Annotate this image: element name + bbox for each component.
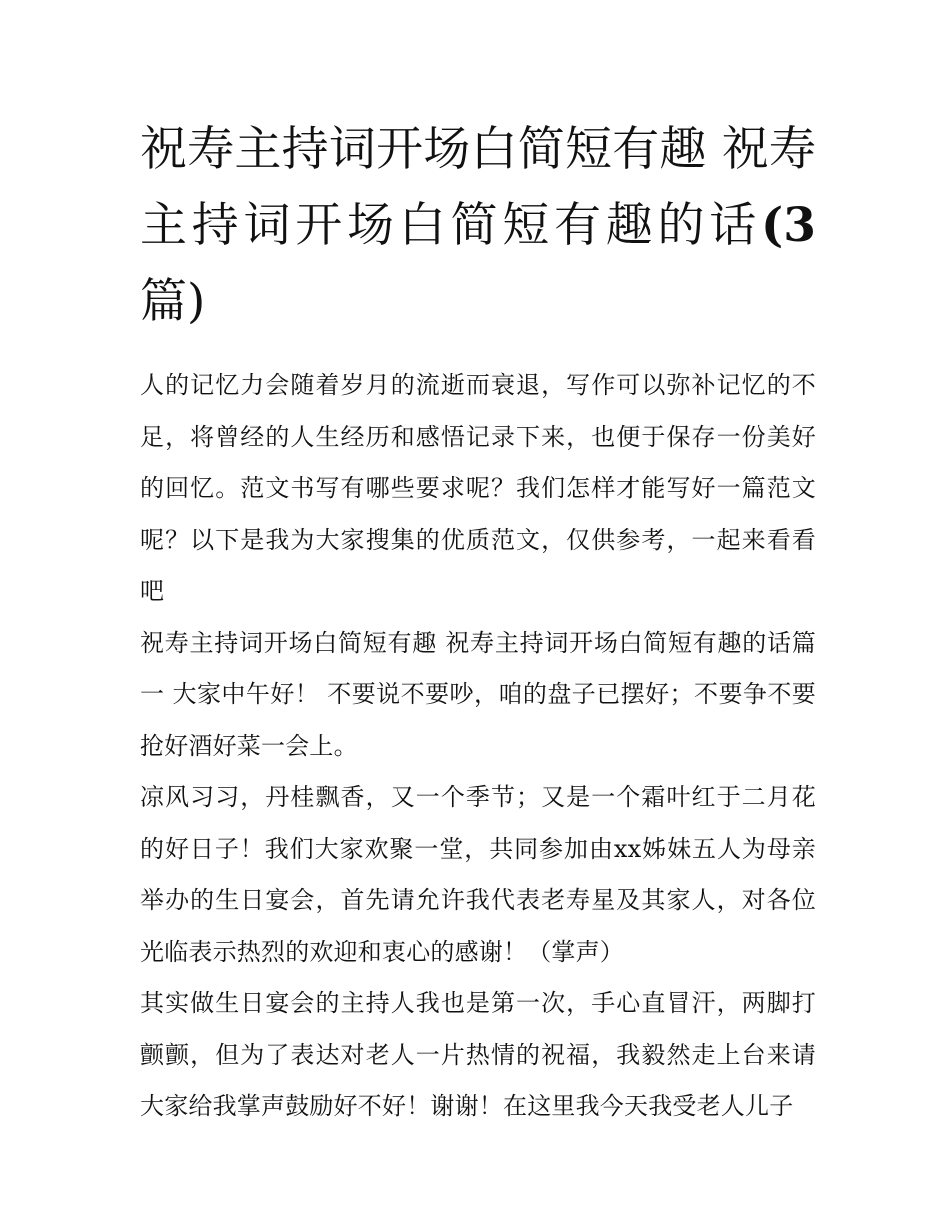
paragraph-opening: 祝寿主持词开场白简短有趣 祝寿主持词开场白简短有趣的话篇一 大家中午好！ 不要说不要吵，咱的盘子已摆好；不要争不要抢好酒好菜一会上。 (140, 628, 816, 760)
paragraph-host: 其实做生日宴会的主持人我也是第一次，手心直冒汗，两脚打颤颤，但为了表达对老人一片热情的祝福，我毅然走上台来请大家给我掌声鼓励好不好！谢谢！在这里我今天我受老人儿子 (140, 989, 816, 1120)
title-suffix: 篇) (140, 274, 206, 329)
document-title (140, 112, 816, 340)
paragraph-welcome: 凉风习习，丹桂飘香，又一个季节；又是一个霜叶红于二月花的好日子！我们大家欢聚一堂，共同参加由xx姊妹五人为母亲举办的生日宴会，首先请允许我代表老寿星及其家人，对各位光临表示热烈的欢迎和衷心的感谢！（掌声） (140, 783, 816, 966)
document-body (140, 360, 816, 1133)
document-page (140, 112, 816, 1133)
paragraph-intro: 人的记忆力会随着岁月的流逝而衰退，写作可以弥补记忆的不足，将曾经的人生经历和感悟记录下来，也便于保存一份美好的回忆。范文书写有哪些要求呢？我们怎样才能写好一篇范文呢？以下是我为大家搜集的优质范文，仅供参考，一起来看看吧 (140, 371, 816, 605)
title-count: (3 (761, 198, 816, 253)
title-text: 祝寿主持词开场白简短有趣 祝寿主持词开场白简短有趣的话 (140, 122, 816, 253)
